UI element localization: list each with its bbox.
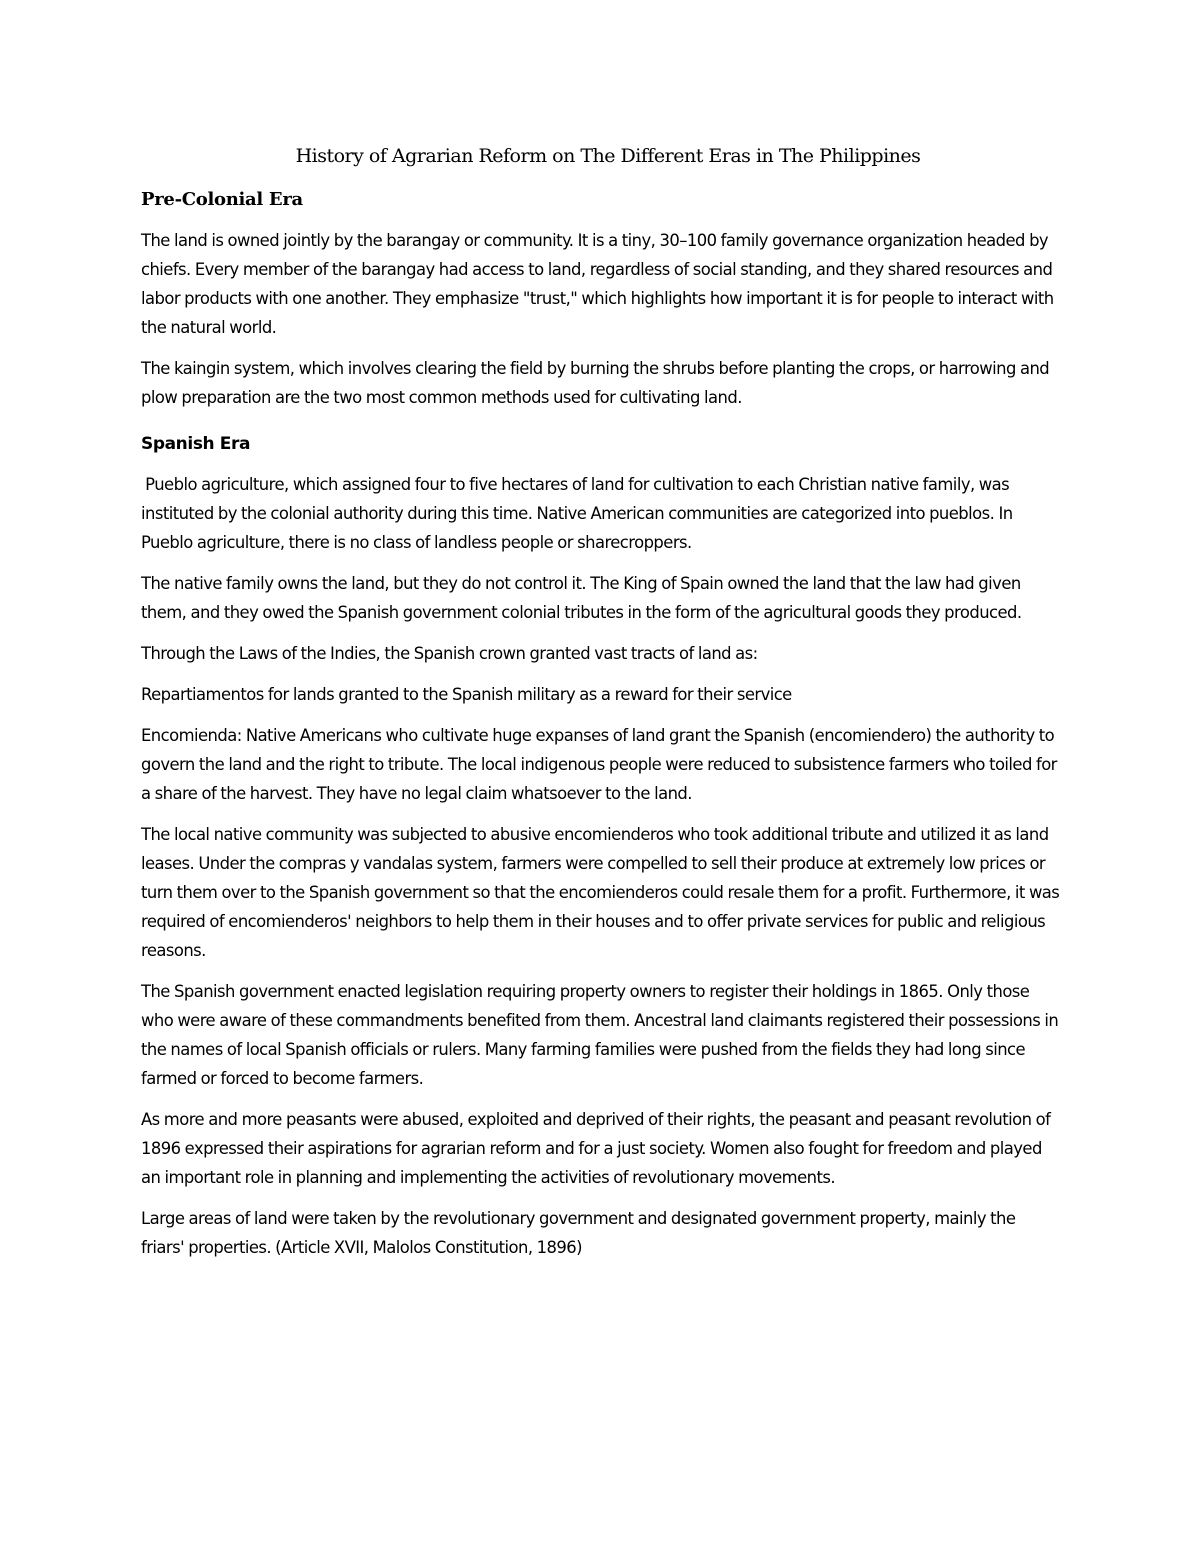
paragraph: The kaingin system, which involves clearing the field by burning the shrubs before planting the crops, or harrowing and plow preparation are the two most common methods used for cultivating land. bbox=[141, 359, 1050, 407]
document-body bbox=[141, 140, 1061, 1274]
section-heading-spanish: Spanish Era bbox=[141, 434, 251, 454]
section-heading-pre-colonial: Pre-Colonial Era bbox=[141, 189, 303, 210]
paragraph: The land is owned jointly by the barangay or community. It is a tiny, 30–100 family governance organization headed by chiefs. Every member of the barangay had access to land, regardless of social standing, and they shared resources and labor products with one another. They emphasize "trust," which highlights how important it is for people to interact with the natural world. bbox=[141, 231, 1054, 337]
paragraph: The Spanish government enacted legislation requiring property owners to register their holdings in 1865. Only those who were aware of these commandments benefited from them. Ancestral land claimants registered their possessions in the names of local Spanish officials or rulers. Many farming families were pushed from the fields they had long since farmed or forced to become farmers. bbox=[141, 982, 1059, 1088]
paragraph: The local native community was subjected to abusive encomienderos who took additional tribute and utilized it as land leases. Under the compras y vandalas system, farmers were compelled to sell their produce at extremely low prices or turn them over to the Spanish government so that the encomienderos could resale them for a profit. Furthermore, it was required of encomienderos' neighbors to help them in their houses and to offer private services for public and religious reasons. bbox=[141, 825, 1060, 960]
paragraph: As more and more peasants were abused, exploited and deprived of their rights, the peasant and peasant revolution of 1896 expressed their aspirations for agrarian reform and for a just society. Women also fought for freedom and played an important role in planning and implementing the activities of revolutionary movements. bbox=[141, 1110, 1051, 1187]
paragraph: Encomienda: Native Americans who cultivate huge expanses of land grant the Spanish (encomiendero) the authority to govern the land and the right to tribute. The local indigenous people were reduced to subsistence farmers who toiled for a share of the harvest. They have no legal claim whatsoever to the land. bbox=[141, 726, 1057, 803]
document-title: History of Agrarian Reform on The Different Eras in The Philippines bbox=[295, 145, 921, 167]
paragraph: The native family owns the land, but they do not control it. The King of Spain owned the land that the law had given them, and they owed the Spanish government colonial tributes in the form of the agricultural goods they produced. bbox=[141, 574, 1022, 622]
paragraph: Large areas of land were taken by the revolutionary government and designated government property, mainly the friars' properties. (Article XVII, Malolos Constitution, 1896) bbox=[141, 1209, 1016, 1257]
paragraph: Through the Laws of the Indies, the Spanish crown granted vast tracts of land as: bbox=[141, 644, 758, 663]
paragraph: Pueblo agriculture, which assigned four to five hectares of land for cultivation to each Christian native family, was instituted by the colonial authority during this time. Native American communities are categorized into pueblos. In Pueblo agriculture, there is no class of landless people or sharecroppers. bbox=[141, 475, 1017, 552]
paragraph: Repartiamentos for lands granted to the Spanish military as a reward for their service bbox=[141, 685, 792, 704]
